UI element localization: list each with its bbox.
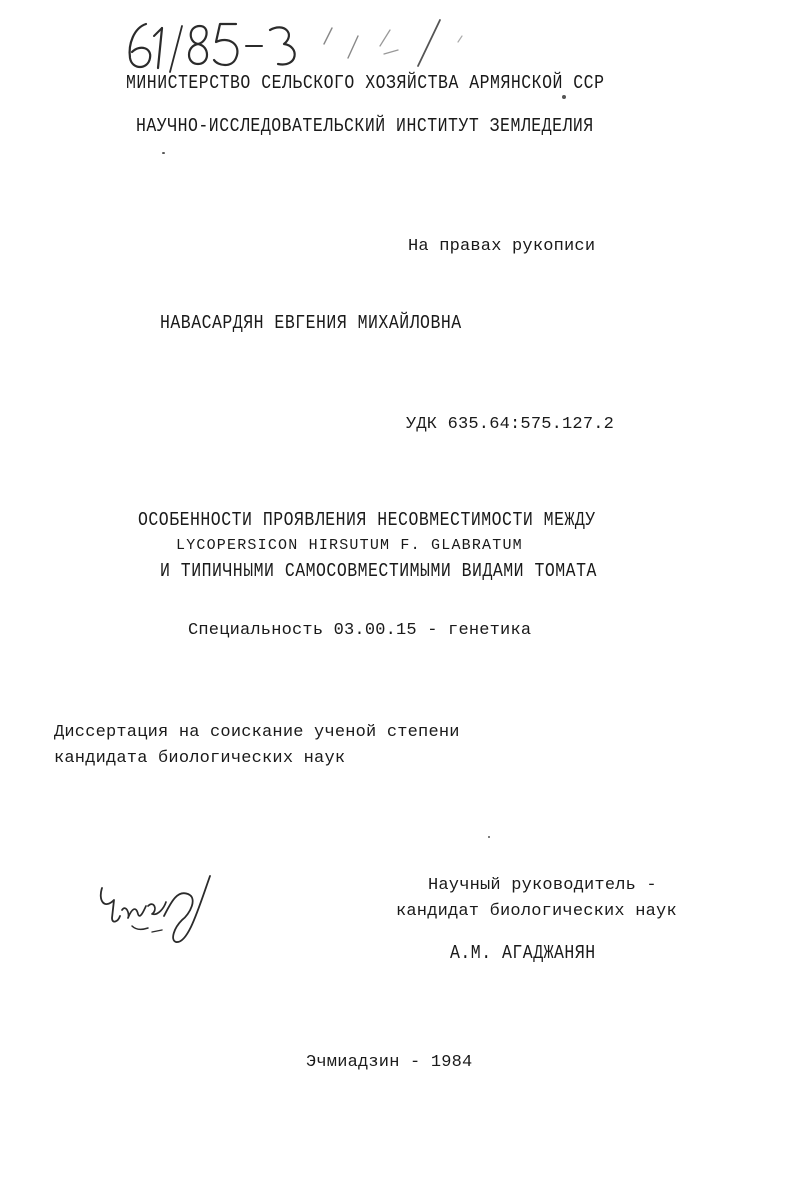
udc-code: УДК 635.64:575.127.2 <box>406 415 615 434</box>
specialty: Специальность 03.00.15 - генетика <box>188 621 532 640</box>
ink-speck <box>162 152 165 154</box>
place-year: Эчмиадзин - 1984 <box>306 1053 473 1072</box>
author-name: НАВАСАРДЯН ЕВГЕНИЯ МИХАЙЛОВНА <box>160 311 462 334</box>
title-line-3: И ТИПИЧНЫМИ САМОСОВМЕСТИМЫМИ ВИДАМИ ТОМАТА <box>160 559 597 582</box>
ministry-heading: МИНИСТЕРСТВО СЕЛЬСКОГО ХОЗЯЙСТВА АРМЯНСКОЙ ССР <box>126 71 605 94</box>
supervisor-degree: кандидат биологических наук <box>396 902 677 921</box>
dissertation-line-1: Диссертация на соискание ученой степени <box>54 723 460 742</box>
handwritten-archive-number-text: 61/85-3 <box>118 14 123 15</box>
rights-note: На правах рукописи <box>408 237 596 256</box>
ink-speck <box>488 836 490 838</box>
institute-heading: НАУЧНО-ИССЛЕДОВАТЕЛЬСКИЙ ИНСТИТУТ ЗЕМЛЕДЕЛИЯ <box>136 114 594 137</box>
handwritten-archive-number <box>118 14 478 76</box>
supervisor-name: А.М. АГАДЖАНЯН <box>450 941 596 964</box>
title-line-2: LYCOPERSICON HIRSUTUM F. GLABRATUM <box>176 537 523 554</box>
signature-text: Чиж <box>92 870 94 871</box>
ink-speck <box>562 95 566 99</box>
supervisor-title: Научный руководитель - <box>428 876 657 895</box>
dissertation-line-2: кандидата биологических наук <box>54 749 346 768</box>
signature <box>92 870 222 950</box>
title-line-1: ОСОБЕННОСТИ ПРОЯВЛЕНИЯ НЕСОВМЕСТИМОСТИ МЕЖДУ <box>138 508 596 531</box>
